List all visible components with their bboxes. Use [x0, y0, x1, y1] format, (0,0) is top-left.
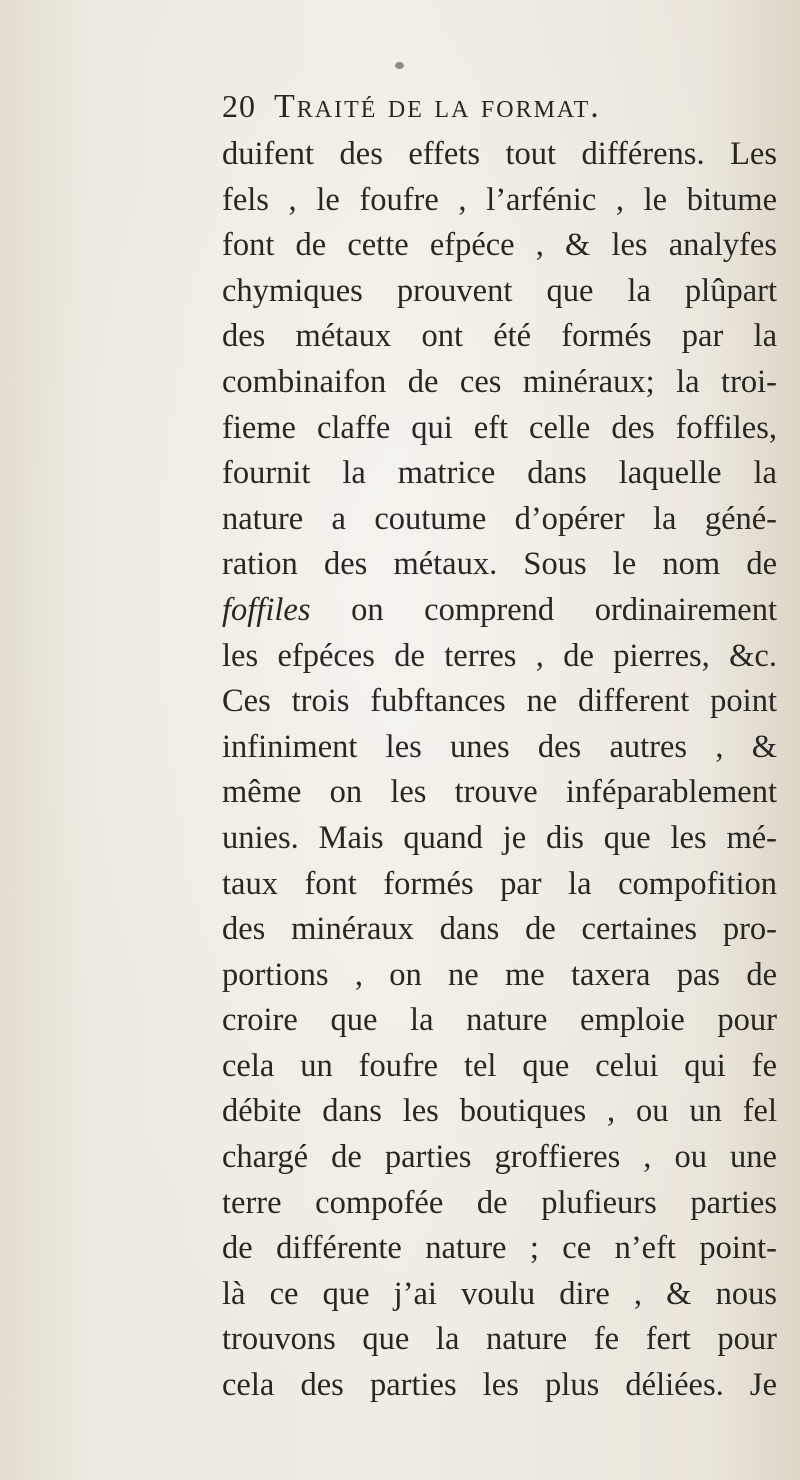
body-text [222, 132, 777, 1409]
text-line: cela un foufre tel que celui qui fe [222, 1047, 777, 1084]
text-line: croire que la nature emploie pour [222, 1002, 777, 1039]
text-line: taux font formés par la compofition [222, 865, 777, 902]
text-line: là ce que j’ai voulu dire , & nous [222, 1275, 777, 1312]
text-line: terre compofée de plufieurs parties [222, 1184, 777, 1221]
text-line: des minéraux dans de certaines pro- [222, 911, 777, 948]
italic-term: foffiles [222, 591, 311, 628]
running-head [222, 88, 782, 136]
text-line: chymiques prouvent que la plûpart [222, 272, 777, 309]
text-line: les efpéces de terres , de pierres, &c. [222, 637, 777, 674]
text-line: combinaifon de ces minéraux; la troi- [222, 363, 777, 400]
text-line: Ces trois fubftances ne different point [222, 683, 777, 720]
text-line: nature a coutume d’opérer la géné- [222, 500, 777, 537]
text-line: infiniment les unes des autres , & [222, 728, 777, 765]
text-line: fournit la matrice dans laquelle la [222, 455, 777, 492]
text-line: des métaux ont été formés par la [222, 318, 777, 355]
running-title: Traité de la format. [274, 88, 601, 125]
text-line: font de cette efpéce , & les analyfes [222, 227, 777, 264]
text-line: unies. Mais quand je dis que les mé- [222, 819, 777, 856]
text-line: même on les trouve inféparablement [222, 774, 777, 811]
text-line: foffiles on comprend ordinairement [222, 591, 777, 628]
text-line: débite dans les boutiques , ou un fel [222, 1093, 777, 1130]
text-line: ration des métaux. Sous le nom de [222, 546, 777, 583]
text-line: duifent des effets tout différens. Les [222, 136, 777, 172]
text-line: trouvons que la nature fe fert pour [222, 1321, 777, 1358]
text-line: de différente nature ; ce n’eft point- [222, 1230, 777, 1267]
text-line: cela des parties les plus déliées. Je [222, 1367, 777, 1404]
text-line: portions , on ne me taxera pas de [222, 956, 777, 993]
text-line: fels , le foufre , l’arfénic , le bitume [222, 181, 777, 218]
text-line: chargé de parties groffieres , ou une [222, 1139, 777, 1176]
text-line: fieme claffe qui eft celle des foffiles, [222, 409, 777, 446]
page-number: 20 [222, 88, 256, 124]
ink-spot [395, 62, 404, 69]
